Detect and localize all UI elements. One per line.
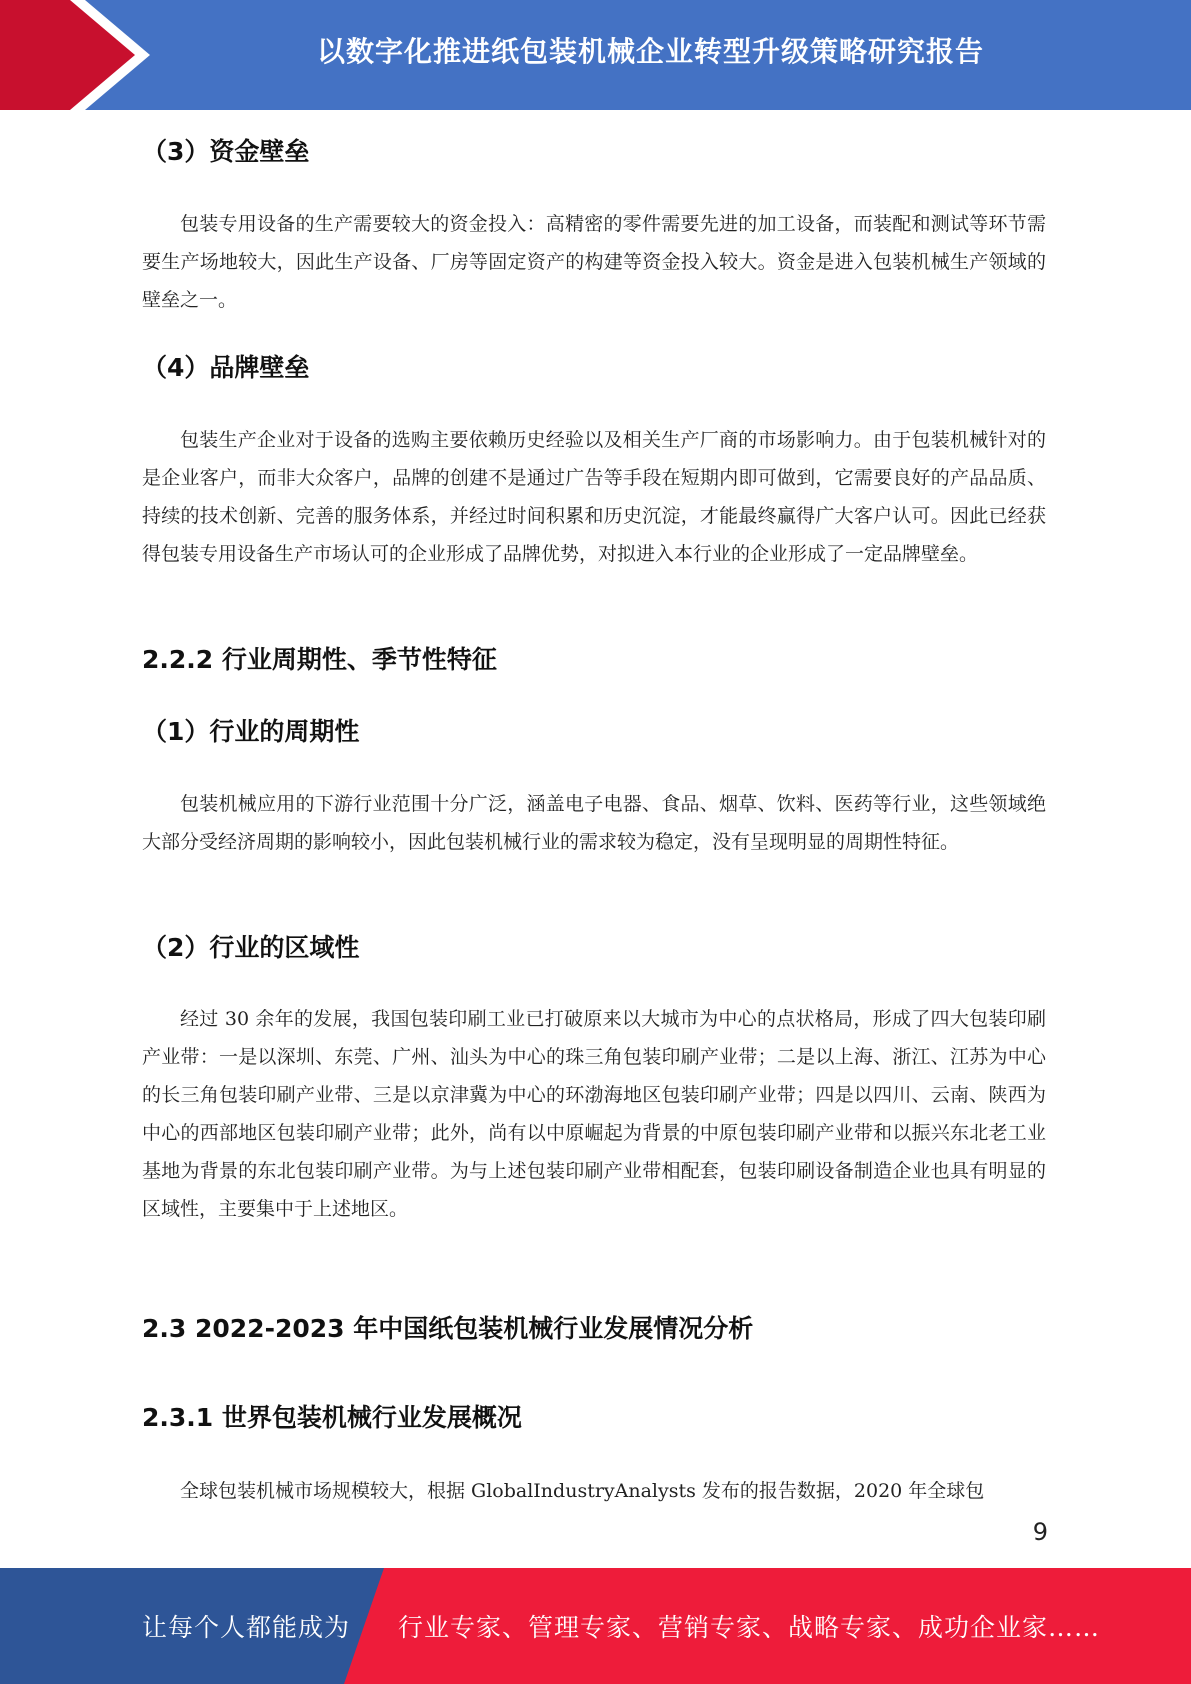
section-heading-regionality: （2）行业的区域性 bbox=[142, 933, 360, 962]
section-heading-2-2-2: 2.2.2 行业周期性、季节性特征 bbox=[142, 645, 497, 674]
page-header bbox=[0, 0, 1191, 110]
paragraph-regionality: 经过 30 余年的发展，我国包装印刷工业已打破原来以大城市为中心的点状格局，形成了四大包装印刷产业带：一是以深圳、东莞、广州、汕头为中心的珠三角包装印刷产业带；二是以上海、浙江、江苏为中心的长三角包装印刷产业带、三是以京津冀为中心的环渤海地区包装印刷产业带；四是以四川、云南、陕西为中心的西部地区包装印刷产业带；此外，尚有以中原崛起为背景的中原包装印刷产业带和以振兴东北老工业基地为背景的东北包装印刷产业带。为与上述包装印刷产业带相配套，包装印刷设备制造企业也具有明显的区域性，主要集中于上述地区。 bbox=[142, 1008, 1046, 1220]
section-heading-brand-barrier: （4）品牌壁垒 bbox=[142, 353, 310, 382]
page-footer bbox=[0, 1568, 1191, 1684]
header-arrow-decoration bbox=[0, 0, 160, 110]
page-number: 9 bbox=[1032, 1518, 1048, 1546]
report-title: 以数字化推进纸包装机械企业转型升级策略研究报告 bbox=[316, 35, 984, 68]
section-heading-2-3-1: 2.3.1 世界包装机械行业发展概况 bbox=[142, 1403, 522, 1432]
paragraph-brand-barrier: 包装生产企业对于设备的选购主要依赖历史经验以及相关生产厂商的市场影响力。由于包装机械针对的是企业客户，而非大众客户，品牌的创建不是通过广告等手段在短期内即可做到，它需要良好的产品品质、持续的技术创新、完善的服务体系，并经过时间积累和历史沉淀，才能最终赢得广大客户认可。因此已经获得包装专用设备生产市场认可的企业形成了品牌优势，对拟进入本行业的企业形成了一定品牌壁垒。 bbox=[142, 429, 1046, 565]
paragraph-world-packaging: 全球包装机械市场规模较大，根据 GlobalIndustryAnalysts 发布的报告数据，2020 年全球包 bbox=[180, 1480, 985, 1502]
paragraph-cyclicality: 包装机械应用的下游行业范围十分广泛，涵盖电子电器、食品、烟草、饮料、医药等行业，这些领域绝大部分受经济周期的影响较小，因此包装机械行业的需求较为稳定，没有呈现明显的周期性特征。 bbox=[142, 793, 1046, 853]
footer-slogan-left: 让每个人都能成为 bbox=[142, 1613, 351, 1642]
section-heading-cyclicality: （1）行业的周期性 bbox=[142, 717, 360, 746]
section-heading-capital-barrier: （3）资金壁垒 bbox=[142, 137, 310, 166]
footer-slogan-right: 行业专家、管理专家、营销专家、战略专家、成功企业家…… bbox=[398, 1613, 1101, 1642]
paragraph-capital-barrier: 包装专用设备的生产需要较大的资金投入：高精密的零件需要先进的加工设备，而装配和测试等环节需要生产场地较大，因此生产设备、厂房等固定资产的构建等资金投入较大。资金是进入包装机械生产领域的壁垒之一。 bbox=[142, 213, 1046, 311]
section-heading-2-3: 2.3 2022-2023 年中国纸包装机械行业发展情况分析 bbox=[142, 1314, 754, 1343]
